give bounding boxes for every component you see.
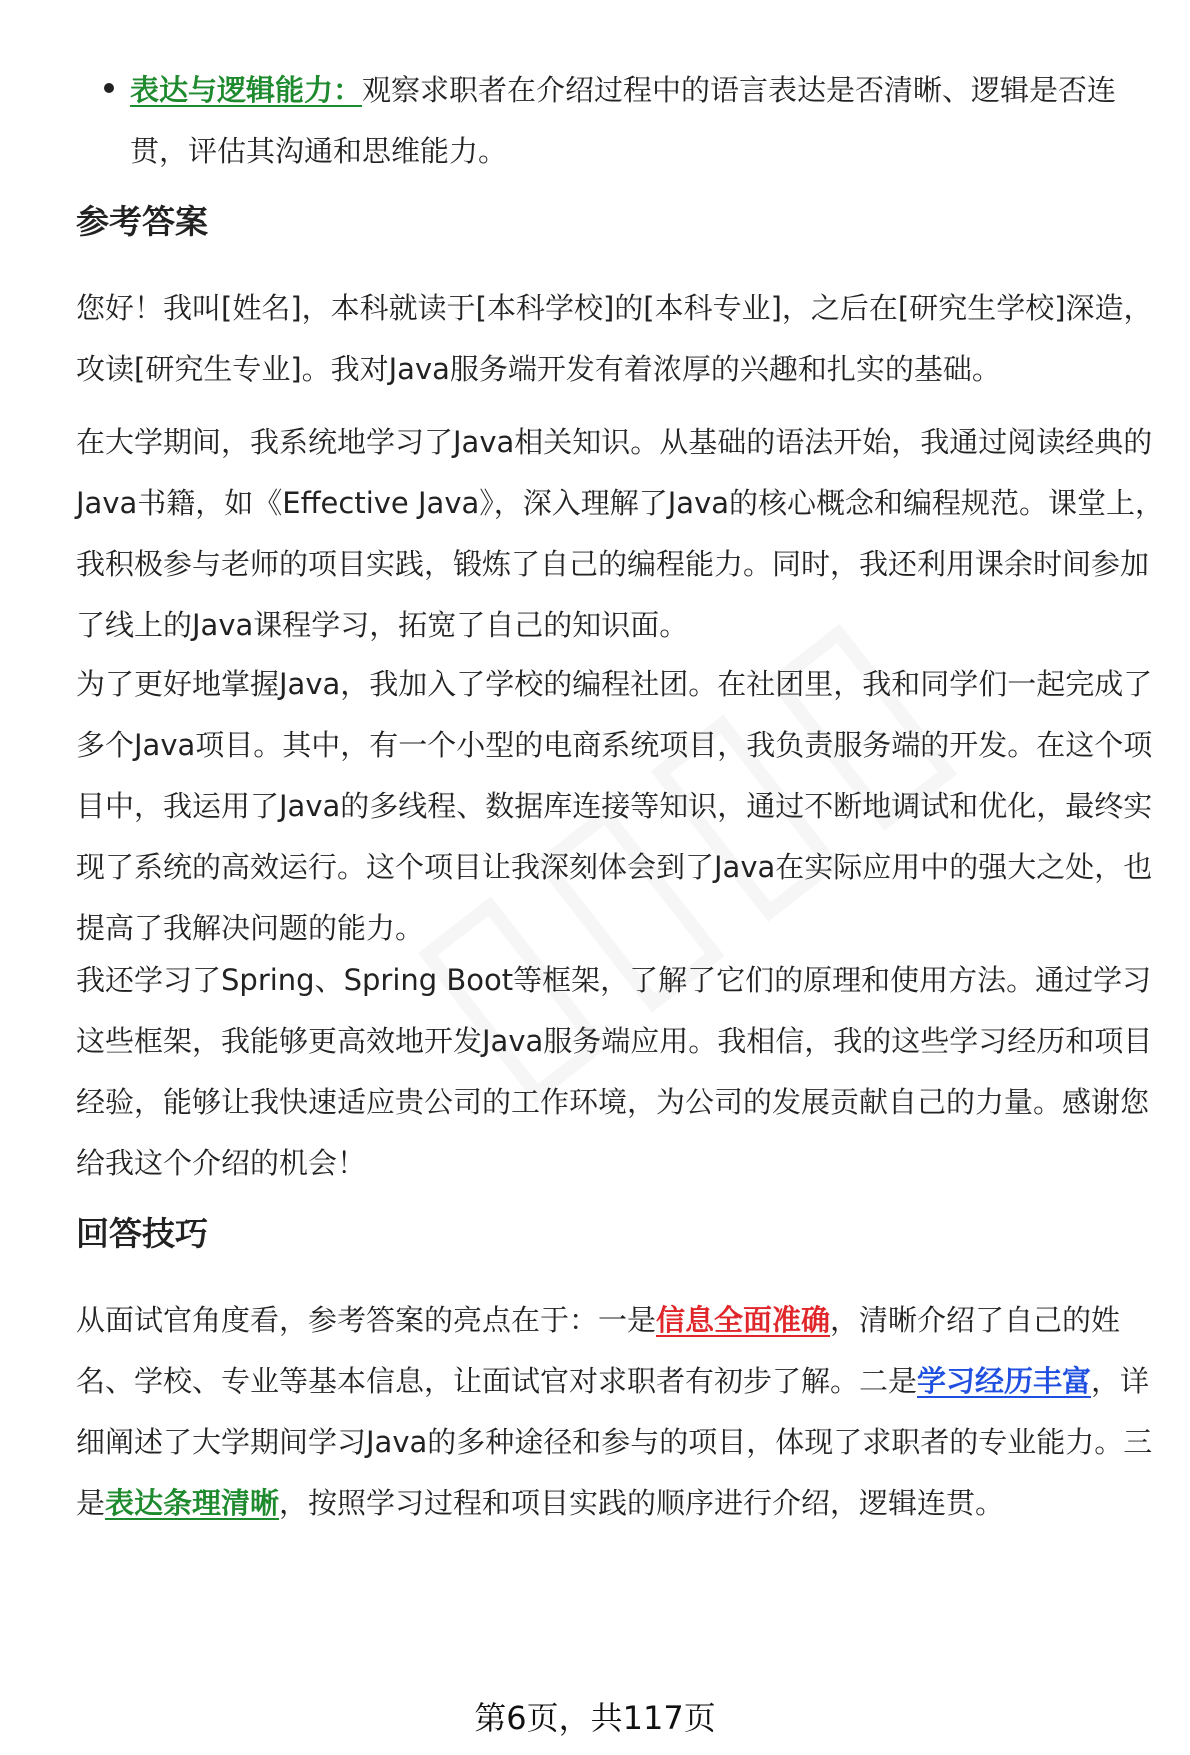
tips-text-1: 从面试官角度看，参考答案的亮点在于：一是 xyxy=(76,1303,657,1337)
tips-highlight-1: 信息全面准确 xyxy=(656,1303,831,1337)
tips-highlight-3: 表达条理清晰 xyxy=(105,1486,280,1520)
bullet-label: 表达与逻辑能力： xyxy=(130,73,363,107)
bullet-text: 观察求职者在介绍过程中的语言表达是否清晰、逻辑是否连贯，评估其沟通和思维能力。 xyxy=(130,73,1117,168)
bullet-dot-icon xyxy=(104,83,114,93)
answer-paragraph-4: 我还学习了Spring、Spring Boot等框架，了解了它们的原理和使用方法。通过学习这些框架，我能够更高效地开发Java服务端应用。我相信，我的这些学习经历和项目经验，能够让我快速适应贵公司的工作环境，为公司的发展贡献自己的力量。感谢您给我这个介绍的机会！ xyxy=(76,963,1153,1180)
tips-text-3: ，详细阐述了大学期间学习Java的多种途径和参与的项目，体现了求职者的专业能力。三是 xyxy=(76,1364,1153,1520)
page-number: 第6页，共117页 xyxy=(474,1699,716,1737)
tips-text-4: ，按照学习过程和项目实践的顺序进行介绍，逻辑连贯。 xyxy=(279,1486,1005,1520)
answer-paragraph-2: 在大学期间，我系统地学习了Java相关知识。从基础的语法开始，我通过阅读经典的Java书籍，如《Effective Java》，深入理解了Java的核心概念和编程规范。课堂上，我积极参与老师的项目实践，锻炼了自己的编程能力。同时，我还利用课余时间参加了线上的Java课程学习，拓宽了自己的知识面。 xyxy=(76,425,1165,642)
section-heading-answer: 参考答案 xyxy=(76,202,208,241)
tips-text-2: ，清晰介绍了自己的姓名、学校、专业等基本信息，让面试官对求职者有初步了解。二是 xyxy=(76,1303,1121,1398)
tips-highlight-2: 学习经历丰富 xyxy=(917,1364,1092,1398)
tips-paragraph xyxy=(76,1290,1166,1534)
section-heading-tips: 回答技巧 xyxy=(76,1214,208,1253)
bullet-item xyxy=(130,60,1170,182)
answer-paragraph-1: 您好！我叫[姓名]，本科就读于[本科学校]的[本科专业]，之后在[研究生学校]深造，攻读[研究生专业]。我对Java服务端开发有着浓厚的兴趣和扎实的基础。 xyxy=(76,291,1153,386)
answer-paragraph-3: 为了更好地掌握Java，我加入了学校的编程社团。在社团里，我和同学们一起完成了多个Java项目。其中，有一个小型的电商系统项目，我负责服务端的开发。在这个项目中，我运用了Java的多线程、数据库连接等知识，通过不断地调试和优化，最终实现了系统的高效运行。这个项目让我深刻体会到了Java在实际应用中的强大之处，也提高了我解决问题的能力。 xyxy=(76,667,1153,945)
